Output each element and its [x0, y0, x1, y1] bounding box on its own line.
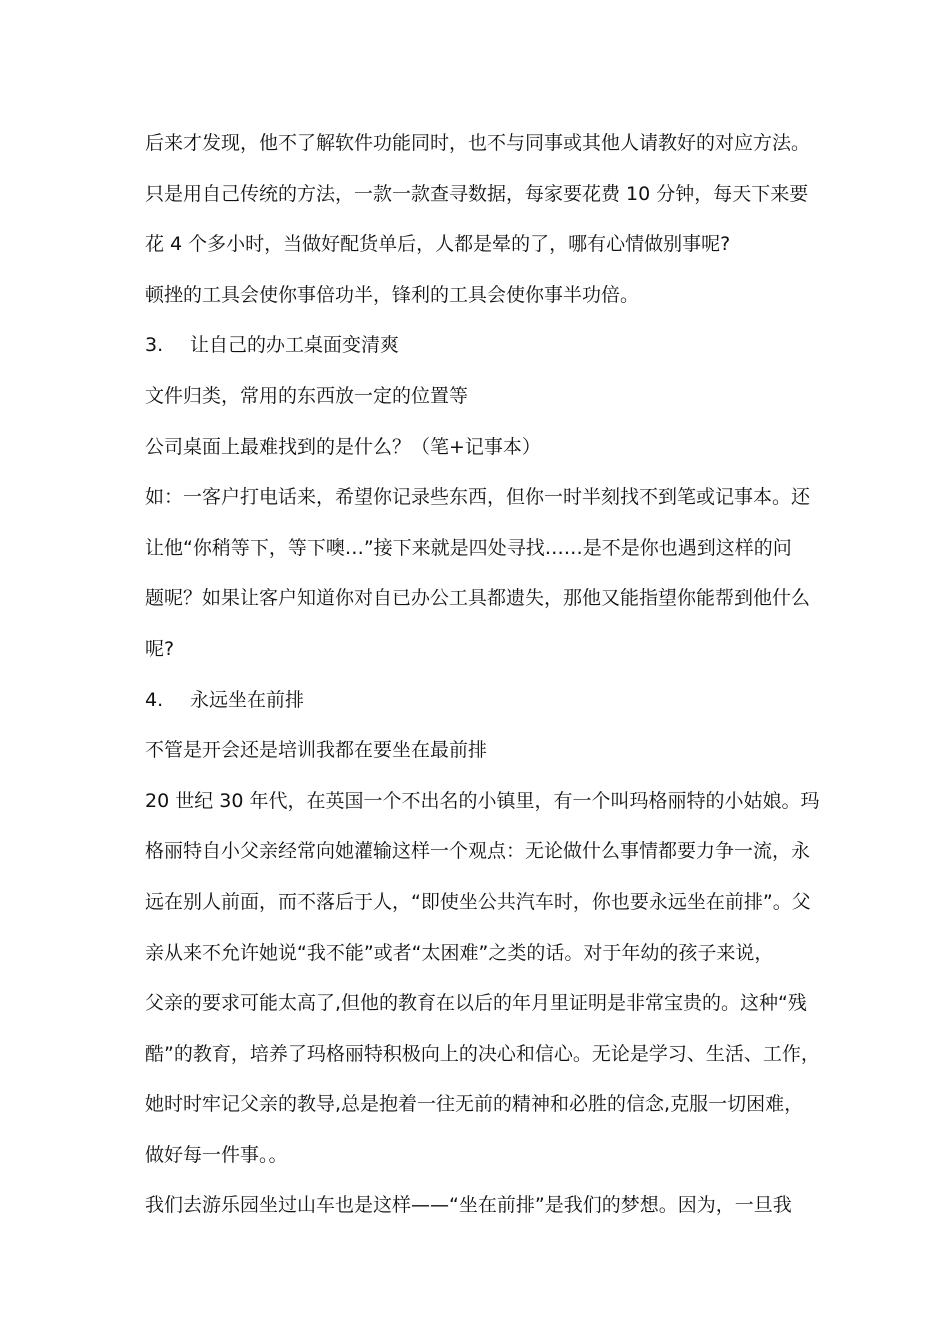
document-body	[145, 118, 820, 1231]
paragraph-line: 亲从来不允许她说“我不能”或者“太困难”之类的话。对于年幼的孩子来说，	[145, 941, 774, 964]
paragraph-line: 父亲的要求可能太高了,但他的教育在以后的年月里证明是非常宝贵的。这种“残	[145, 992, 807, 1015]
paragraph-line: 她时时牢记父亲的教导,总是抱着一往无前的精神和必胜的信念,克服一切困难，	[145, 1093, 804, 1116]
paragraph-line: 如：一客户打电话来，希望你记录些东西，但你一时半刻找不到笔或记事本。还	[145, 486, 811, 509]
section-number: 3.	[145, 334, 164, 357]
section-heading	[145, 675, 810, 726]
paragraph-line: 公司桌面上最难找到的是什么？（笔+记事本）	[145, 435, 541, 458]
paragraph-line: 后来才发现，他不了解软件功能同时，也不与同事或其他人请教好的对应方法。	[145, 132, 811, 154]
section-number: 4.	[145, 688, 164, 711]
section-title: 让自己的办工桌面变清爽	[190, 334, 400, 357]
paragraph-line: 花 4 个多小时，当做好配货单后，人都是晕的了，哪有心情做别事呢?	[145, 233, 731, 256]
paragraph-line: 我们去游乐园坐过山车也是这样——“坐在前排”是我们的梦想。因为，一旦我	[145, 1194, 792, 1217]
paragraph-line: 让他“你稍等下，等下噢…”接下来就是四处寻找……是不是你也遇到这样的问	[145, 536, 792, 559]
section-heading	[145, 320, 810, 371]
paragraph-line: 酷”的教育，培养了玛格丽特积极向上的决心和信心。无论是学习、生活、工作，	[145, 1042, 820, 1065]
paragraph-line: 只是用自己传统的方法，一款一款查寻数据，每家要花费 10 分钟，每天下来要	[145, 182, 809, 205]
paragraph-line: 20 世纪 30 年代，在英国一个不出名的小镇里，有一个叫玛格丽特的小姑娘。玛	[145, 789, 820, 812]
paragraph-line: 呢?	[145, 637, 175, 660]
section-title: 永远坐在前排	[190, 688, 305, 711]
paragraph-line: 题呢？如果让客户知道你对自已办公工具都遗失，那他又能指望你能帮到他什么	[145, 587, 811, 610]
paragraph-line: 远在别人前面，而不落后于人，“即使坐公共汽车时，你也要永远坐在前排”。父	[145, 890, 811, 913]
paragraph-line: 顿挫的工具会使你事倍功半，锋利的工具会使你事半功倍。	[145, 283, 640, 306]
paragraph-line: 格丽特自小父亲经常向她灌输这样一个观点：无论做什么事情都要力争一流，永	[145, 840, 811, 863]
paragraph-line: 做好每一件事。。	[145, 1143, 288, 1166]
paragraph-line: 不管是开会还是培训我都在要坐在最前排	[145, 739, 488, 762]
paragraph-line: 文件归类，常用的东西放一定的位置等	[145, 384, 469, 407]
